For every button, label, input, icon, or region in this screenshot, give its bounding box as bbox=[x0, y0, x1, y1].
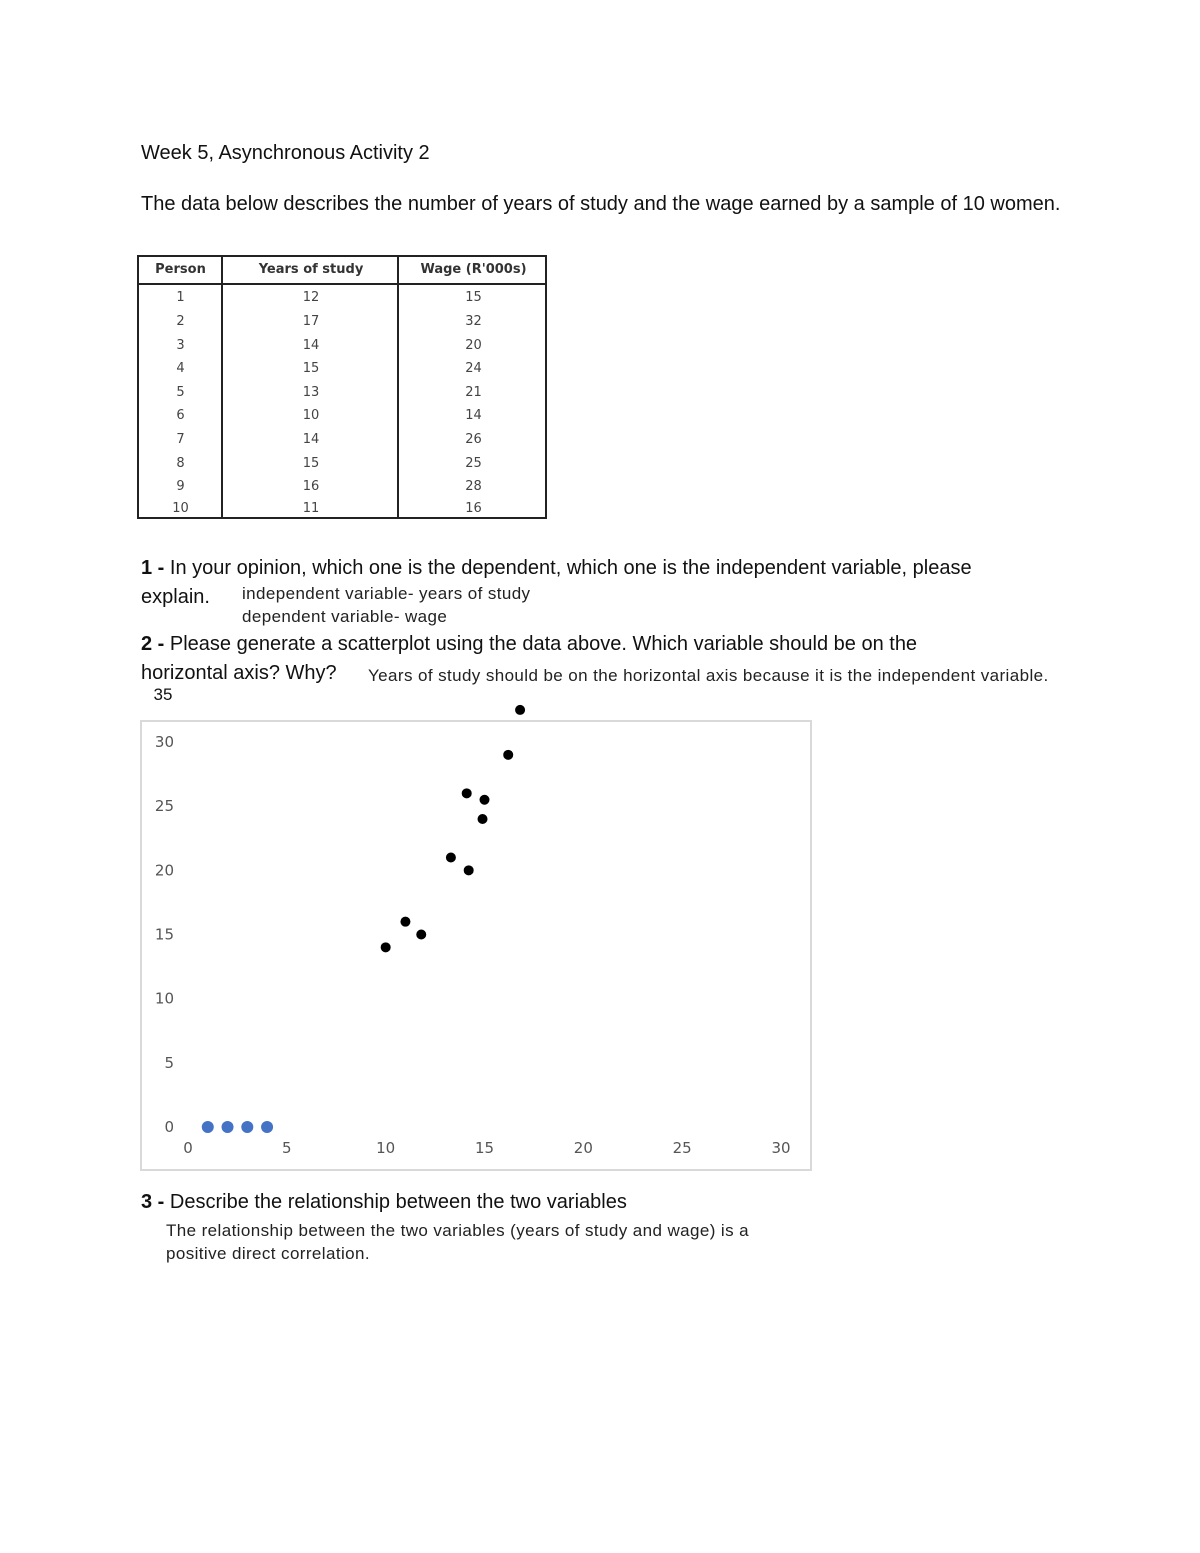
question-2-number: 2 - bbox=[141, 633, 165, 655]
data-point bbox=[446, 853, 456, 863]
cell-years-of-study: 10 bbox=[302, 408, 320, 423]
cell-years-of-study: 14 bbox=[302, 432, 320, 447]
answer-1-line-1: independent variable- years of study bbox=[242, 584, 531, 603]
x-tick-label: 25 bbox=[672, 1139, 692, 1157]
answer-3-line-2: positive direct correlation. bbox=[166, 1244, 370, 1263]
x-tick-label: 20 bbox=[573, 1139, 593, 1157]
cell-wage: 26 bbox=[465, 432, 482, 447]
y-tick-label: 0 bbox=[164, 1118, 174, 1136]
cell-person: 3 bbox=[176, 338, 185, 353]
cell-wage: 14 bbox=[465, 408, 482, 423]
cell-years-of-study: 15 bbox=[302, 456, 320, 471]
cell-person: 1 bbox=[176, 290, 185, 305]
header-person: Person bbox=[155, 262, 206, 277]
cell-person: 8 bbox=[176, 456, 185, 471]
y-tick-label: 30 bbox=[154, 733, 174, 751]
answer-2: Years of study should be on the horizontal axis because it is the independent variable. bbox=[368, 666, 1049, 685]
data-point bbox=[381, 942, 391, 952]
question-3-text: Describe the relationship between the two variables bbox=[164, 1191, 627, 1213]
question-2-text: Please generate a scatterplot using the data above. Which variable should be on the bbox=[164, 633, 918, 655]
cell-years-of-study: 15 bbox=[302, 361, 320, 376]
question-2-text-cont: horizontal axis? Why? bbox=[141, 662, 337, 684]
cell-years-of-study: 11 bbox=[302, 501, 320, 516]
header-wage: Wage (R'000s) bbox=[420, 262, 527, 277]
answer-1-line-2: dependent variable- wage bbox=[242, 607, 448, 626]
cell-wage: 32 bbox=[465, 314, 482, 329]
question-1-number: 1 - bbox=[141, 557, 165, 579]
y-tick-label: 10 bbox=[154, 989, 174, 1008]
data-point bbox=[480, 795, 490, 805]
data-point bbox=[478, 814, 488, 824]
data-point bbox=[261, 1121, 273, 1133]
y-tick-label: 5 bbox=[164, 1053, 174, 1072]
document-title: Week 5, Asynchronous Activity 2 bbox=[141, 142, 430, 164]
question-1-text: In your opinion, which one is the dependent, which one is the independent variable, please bbox=[164, 557, 972, 579]
cell-wage: 28 bbox=[465, 479, 482, 494]
x-tick-label: 10 bbox=[376, 1139, 396, 1157]
x-tick-label: 5 bbox=[282, 1139, 292, 1157]
data-point bbox=[222, 1121, 234, 1133]
x-tick-label: 15 bbox=[474, 1139, 495, 1157]
cell-wage: 15 bbox=[465, 290, 482, 305]
data-point bbox=[462, 788, 472, 798]
y-tick-label: 20 bbox=[154, 861, 174, 880]
data-point bbox=[515, 705, 525, 715]
answer-3-line-1: The relationship between the two variables (years of study and wage) is a bbox=[166, 1221, 749, 1240]
x-tick-label: 30 bbox=[771, 1139, 791, 1157]
question-3-number: 3 - bbox=[141, 1191, 165, 1213]
y-tick-label: 35 bbox=[153, 685, 173, 704]
question-3 bbox=[141, 1191, 627, 1214]
cell-wage: 16 bbox=[465, 501, 482, 516]
cell-wage: 21 bbox=[465, 385, 482, 400]
data-point bbox=[464, 865, 474, 875]
data-point bbox=[503, 750, 513, 760]
cell-person: 9 bbox=[176, 479, 185, 494]
y-tick-label: 15 bbox=[154, 925, 174, 944]
cell-years-of-study: 16 bbox=[302, 479, 320, 494]
x-tick-label: 0 bbox=[183, 1139, 193, 1157]
cell-person: 7 bbox=[176, 432, 185, 447]
cell-person: 4 bbox=[176, 361, 185, 376]
cell-person: 2 bbox=[176, 314, 185, 329]
intro-paragraph: The data below describes the number of years of study and the wage earned by a sample of 10 women. bbox=[141, 193, 1061, 215]
cell-years-of-study: 13 bbox=[302, 385, 320, 400]
data-point bbox=[416, 930, 426, 940]
cell-wage: 24 bbox=[465, 361, 482, 376]
y-tick-label: 25 bbox=[154, 797, 174, 816]
cell-person: 5 bbox=[176, 385, 185, 400]
cell-person: 10 bbox=[172, 501, 189, 516]
cell-wage: 25 bbox=[465, 456, 482, 471]
data-point bbox=[202, 1121, 214, 1133]
header-years-of-study: Years of study bbox=[258, 262, 364, 277]
data-point bbox=[241, 1121, 253, 1133]
data-point bbox=[400, 917, 410, 927]
cell-years-of-study: 14 bbox=[302, 338, 320, 353]
cell-person: 6 bbox=[176, 408, 185, 423]
cell-years-of-study: 17 bbox=[302, 314, 320, 329]
cell-years-of-study: 12 bbox=[302, 290, 320, 305]
question-1-text-cont: explain. bbox=[141, 586, 210, 608]
cell-wage: 20 bbox=[465, 338, 482, 353]
